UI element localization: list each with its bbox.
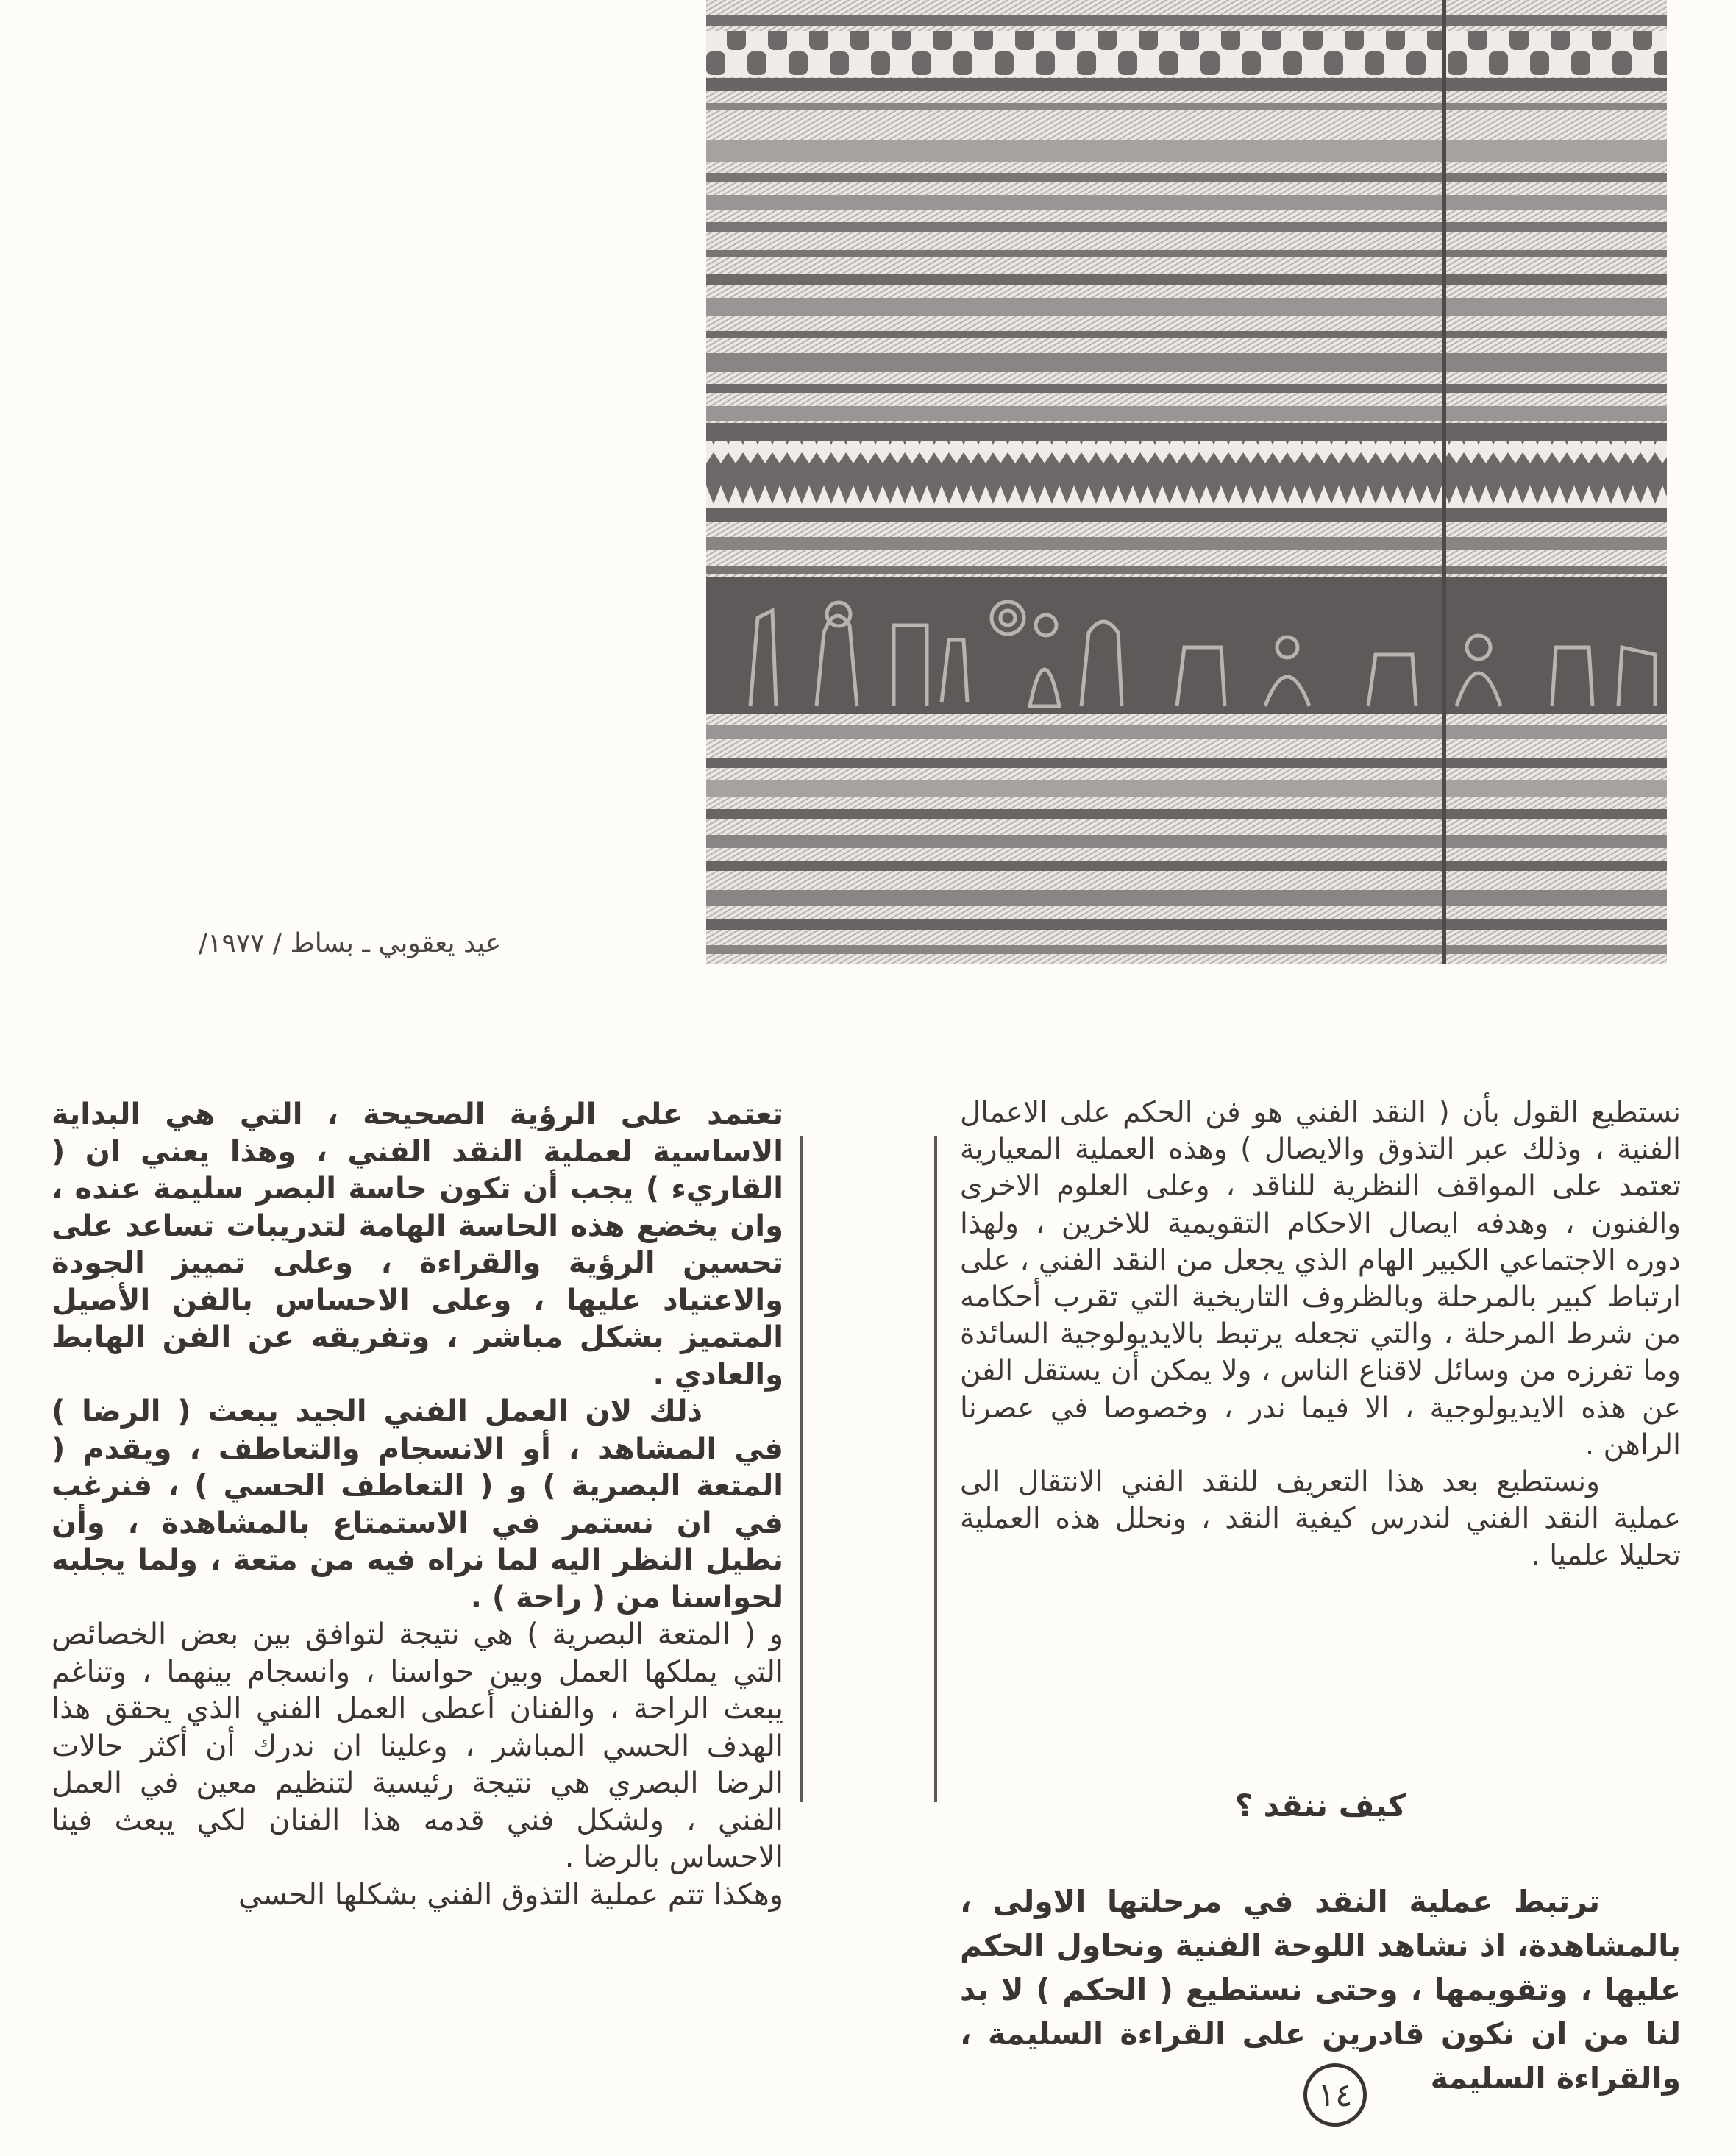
paragraph: و ( المتعة البصرية ) هي نتيجة لتوافق بين بعض الخصائص التي يملكها العمل وبين حواسنا ، وانسجام بينهما ، وتناغم يبعث الراحة ، والفنان أعطى العمل الفني الذي يحقق هذا الهدف الحسي المباشر ، وعلينا ان ندرك أن أكثر حالات الرضا البصري هي نتيجة رئيسية لتنظيم معين في العمل الفني ، ولشكل فني قدمه هذا الفنان لكي يبعث فينا الاحساس بالرضا . (51, 1618, 783, 1874)
photo-caption (199, 928, 684, 958)
paragraph: وهكذا تتم عملية التذوق الفني بشكلها الحسي (238, 1877, 783, 1912)
section-heading: كيف ننقد ؟ (1234, 1787, 1406, 1824)
paragraph: ذلك لان العمل الفني الجيد يبعث ( الرضا ) في المشاهد ، أو الانسجام والتعاطف ، ويقدم ( المتعة البصرية ) و ( التعاطف الحسي ) ، فنرغب في ان نستمر في الاستمتاع بالمشاهدة ، وأن نطيل النظر اليه لما نراه فيه من متعة ، ولما يجلبه لحواسنا من ( راحة ) . (51, 1395, 783, 1615)
column-divider-left (800, 1136, 803, 1802)
paragraph: ونستطيع بعد هذا التعريف للنقد الفني الانتقال الى عملية النقد الفني لندرس كيفية النقد ، ونحلل هذه العملية تحليلا علميا . (960, 1465, 1681, 1573)
caption-text: عيد يعقوبي ـ بساط / ١٩٧٧/ (199, 928, 502, 958)
paragraph: تعتمد على الرؤية الصحيحة ، التي هي البداية الاساسية لعملية النقد الفني ، وهذا يعني ان ( القاريء ) يجب أن تكون حاسة البصر سليمة عنده ، وان يخضع هذه الحاسة الهامة لتدريبات تساعد على تحسين الرؤية والقراءة ، وعلى تمييز الجودة والاعتياد عليها ، وعلى الاحساس بالفن الأصيل المتميز بشكل مباشر ، وتفريقه عن الفن الهابط والعادي . (51, 1097, 783, 1392)
paragraph: نستطيع القول بأن ( النقد الفني هو فن الحكم على الاعمال الفنية ، وذلك عبر التذوق والايصال ) وهذه العملية المعيارية تعتمد على المواقف النظرية للناقد ، وعلى العلوم الاخرى والفنون ، وهدفه ايصال الاحكام التقويمية للاخرين ، ولهذا دوره الاجتماعي الكبير الهام الذي يجعل من النقد الفني ، على ارتباط كبير بالمرحلة وبالظروف التاريخية التي تقرب أحكامه من شرط المرحلة ، والتي تجعله يرتبط بالايديولوجية السائدة وما تفرزه من وسائل لاقناع الناس ، ولا يمكن أن يستقل الفن عن هذه الايديولوجية ، الا فيما ندر ، وخصوصا في عصرنا الراهن . (960, 1096, 1681, 1462)
page-number-text: ١٤ (1317, 2076, 1353, 2114)
left-column (51, 1096, 783, 1913)
page-number (1303, 2063, 1367, 2127)
artwork-photo (706, 0, 1667, 964)
column-divider-right (934, 1136, 937, 1802)
right-column (960, 1095, 1681, 1575)
paragraph: ترتبط عملية النقد في مرحلتها الاولى ، بالمشاهدة، اذ نشاهد اللوحة الفنية ونحاول الحكم عليها ، وتقويمها ، وحتى نستطيع ( الحكم ) لا بد لنا من ان نكون قادرين على القراءة السليمة ، والقراءة السليمة (960, 1884, 1681, 2096)
